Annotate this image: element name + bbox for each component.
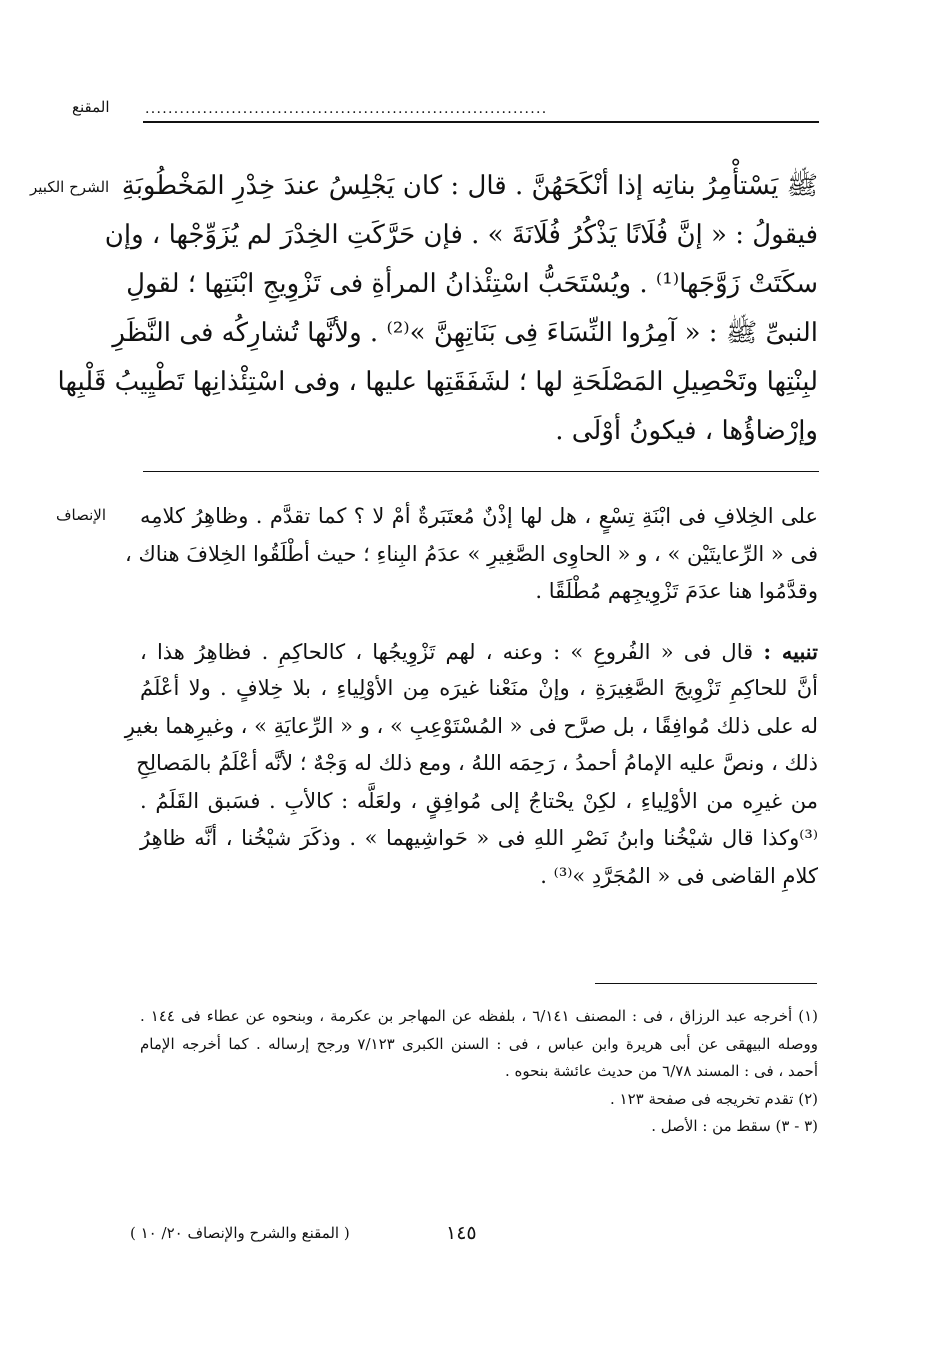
insaf-line-note	[140, 633, 818, 671]
footnote-line: (٣ - ٣) سقط من : الأصل .	[651, 1117, 818, 1135]
footnote-line: (٢) تقدم تخريجه فى صفحة ١٢٣ .	[609, 1089, 818, 1108]
header-dotted-leader: ......................................................................	[145, 101, 548, 117]
footnotes	[140, 1003, 818, 1141]
insaf-line: له على ذلك مُوافِقًا ، بل صرَّح فى « المُسْتَوْعِبِ » ، و « الرِّعايَةِ » ، وغيرِهما بغيرِ	[124, 713, 818, 738]
insaf-line: كلامِ القاضى فى « المُجَرَّدِ »⁽³⁾ .	[540, 863, 818, 888]
insaf-line: فى « الرِّعايتَيْن » ، و « الحاوِى الصَّغِيرِ » عدَمُ البِناءِ ؛ حيث أطْلَقُوا الخِلافَ هناك ،	[125, 541, 818, 566]
sharh-line: سكَتَتْ زَوَّجَها⁽¹⁾ . ويُسْتَحَبُّ اسْتِئْذانُ المرأةِ فى تَزْوِيجِ ابْنَتِها ؛ لقولِ	[126, 269, 818, 299]
footnote-line: (١) أخرجه عبد الرزاق ، فى : المصنف ٦/١٤١ ، بلفظه عن المهاجر بن عكرمة ، وبنحوه عن عطاء فى ١٤٤ .	[140, 1007, 818, 1025]
paragraph-gap	[140, 611, 818, 633]
sharh-line: النبىِّ ﷺ : « آمِرُوا النِّسَاءَ فِى بَنَاتِهِنَّ »⁽²⁾ . ولأنَّها تُشارِكُه فى النَّظَرِ	[112, 318, 818, 348]
insaf-line: ذلك ، ونصَّ عليه الإمامُ أحمدُ ، رَحِمَه اللهُ ، ومع ذلك له وَجْهٌ ؛ لأنَّه أعْلَمُ بالمَصالِحِ	[136, 751, 818, 775]
footnote-line: أحمد ، فى : المسند ٦/٧٨ من حديث عائشة بنحوه .	[504, 1062, 818, 1080]
insaf-line: على الخِلافِ فى ابْنَةِ تِسْعٍ ، هل لها إذْنٌ مُعتَبَرةٌ أمْ لا ؟ كما تقدَّم . وظاهِرُ كلامِه	[140, 504, 818, 528]
insaf-line: وقدَّمُوا هنا عدَمَ تَزْوِيجِهم مُطْلَقًا .	[535, 579, 818, 603]
note-label: تنبيه :	[763, 638, 818, 664]
page-number: ١٤٥	[446, 1222, 477, 1244]
footnote-rule	[595, 983, 817, 984]
sharh-line: ﷺ يَسْتأْمِرُ بناتِه إذا أنْكَحَهُنَّ . قال : كان يَجْلِسُ عندَ خِدْرِ المَخْطُوبَةِ	[121, 171, 818, 201]
insaf-line: ⁽³⁾وكذا قال شيْخُنا وابنُ نَصْرِ اللهِ فى « حَواشِيهما » . وذكَرَ شيْخُنا ، أنَّه ظاهِرُ	[140, 826, 818, 850]
insaf-line: أنَّ للحاكِمِ تَزْوِيجَ الصَّغِيرَةِ ، وإنْ منَعْنا غيرَه مِن الأوْلِياءِ ، بلا خِلافٍ . ولا أعْلَمُ	[140, 676, 818, 700]
series-reference: ( المقنع والشرح والإنصاف ٢٠/ ١٠ )	[130, 1224, 350, 1242]
note-text: قال فى « الفُروعِ » : وعنه ، لهم تَزْوِيجُها ، كالحاكِمِ . فظاهِرُ هذا ،	[140, 639, 764, 664]
footnote-line: ووصله البيهقى عن أبى هريرة وابن عباس ، فى : السنن الكبرى ٧/١٢٣ ورجح إرساله . كما أخرجه الإمام	[140, 1034, 818, 1053]
section-divider	[143, 471, 819, 472]
sharh-line: لبِنْتِها وتَحْصِيلِ المَصْلَحَةِ لها ؛ لشَفَقَتِها عليها ، وفى اسْتِئْذانِها تَطْيِيبُ قَلْبِها	[57, 367, 818, 397]
sharh-section-label: الشرح الكبير	[30, 178, 110, 196]
sharh-line: فيقولُ : « إنَّ فُلَانًا يَذْكُرُ فُلَانَةَ » . فإن حَرَّكَتِ الخِدْرَ لم يُزَوِّجْها ، وإن	[104, 220, 818, 250]
sharh-line: وإرْضاؤُها ، فيكونُ أوْلَى .	[555, 416, 818, 446]
insaf-line: من غيرِه من الأوْلِياءِ ، لكِنْ يحْتاجُ إلى مُوافِقٍ ، ولعَلَّه : كالأبِ . فسَبق القَلَمُ .	[140, 788, 818, 813]
insaf-section-label: الإنصاف	[56, 506, 107, 524]
header-rule	[143, 121, 819, 123]
header-section-label: المقنع	[72, 98, 110, 116]
insaf-text	[124, 498, 818, 895]
